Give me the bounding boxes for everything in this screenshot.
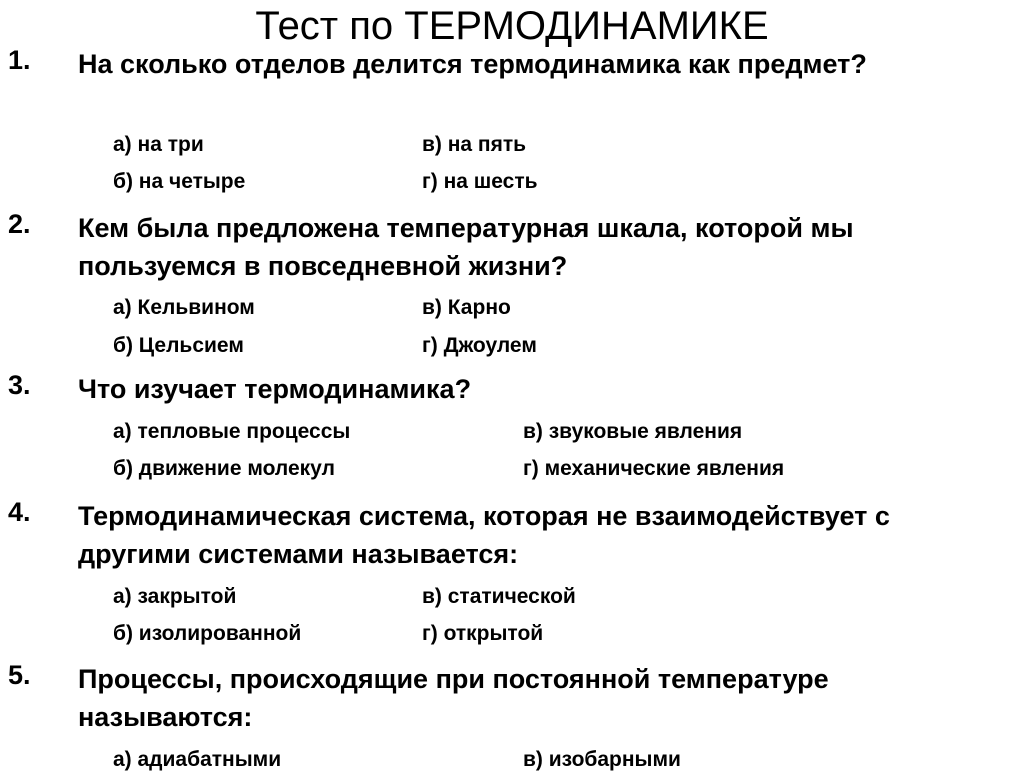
answer-option-a: а) на три xyxy=(113,133,204,156)
question-text: Кем была предложена температурная шкала, которой мы пользуемся в повседневной жизни? xyxy=(78,213,854,281)
answer-option-g: г) Джоулем xyxy=(422,334,537,357)
answer-option-b: б) Цельсием xyxy=(113,334,244,357)
answer-option-g: г) открытой xyxy=(422,622,544,645)
answer-option-g: г) механические явления xyxy=(523,457,785,480)
question-number: 2. xyxy=(8,209,31,239)
answer-option-b: б) на четыре xyxy=(113,170,246,193)
question-text: Что изучает термодинамика? xyxy=(78,374,472,404)
question-number: 5. xyxy=(8,660,31,690)
answer-option-a: а) Кельвином xyxy=(113,296,255,319)
answer-option-v: в) изобарными xyxy=(523,748,681,771)
answer-option-a: а) закрытой xyxy=(113,585,237,608)
answer-option-a: а) адиабатными xyxy=(113,748,282,771)
question-number: 4. xyxy=(8,497,31,527)
answer-option-v: в) звуковые явления xyxy=(523,420,743,443)
answer-option-v: в) Карно xyxy=(422,296,511,319)
answer-option-v: в) статической xyxy=(422,585,576,608)
page-title: Тест по ТЕРМОДИНАМИКЕ xyxy=(255,4,769,48)
answer-option-g: г) на шесть xyxy=(422,170,538,193)
answer-option-v: в) на пять xyxy=(422,133,527,156)
question-text: На сколько отделов делится термодинамика как предмет? xyxy=(78,49,867,79)
question-number: 1. xyxy=(8,45,31,75)
question-text: Термодинамическая система, которая не взаимодействует с другими системами называется: xyxy=(78,501,890,569)
question-text: Процессы, происходящие при постоянной температуре называются: xyxy=(78,664,829,732)
question-number: 3. xyxy=(8,370,31,400)
answer-option-a: а) тепловые процессы xyxy=(113,420,351,443)
answer-option-b: б) изолированной xyxy=(113,622,302,645)
answer-option-b: б) движение молекул xyxy=(113,457,335,480)
